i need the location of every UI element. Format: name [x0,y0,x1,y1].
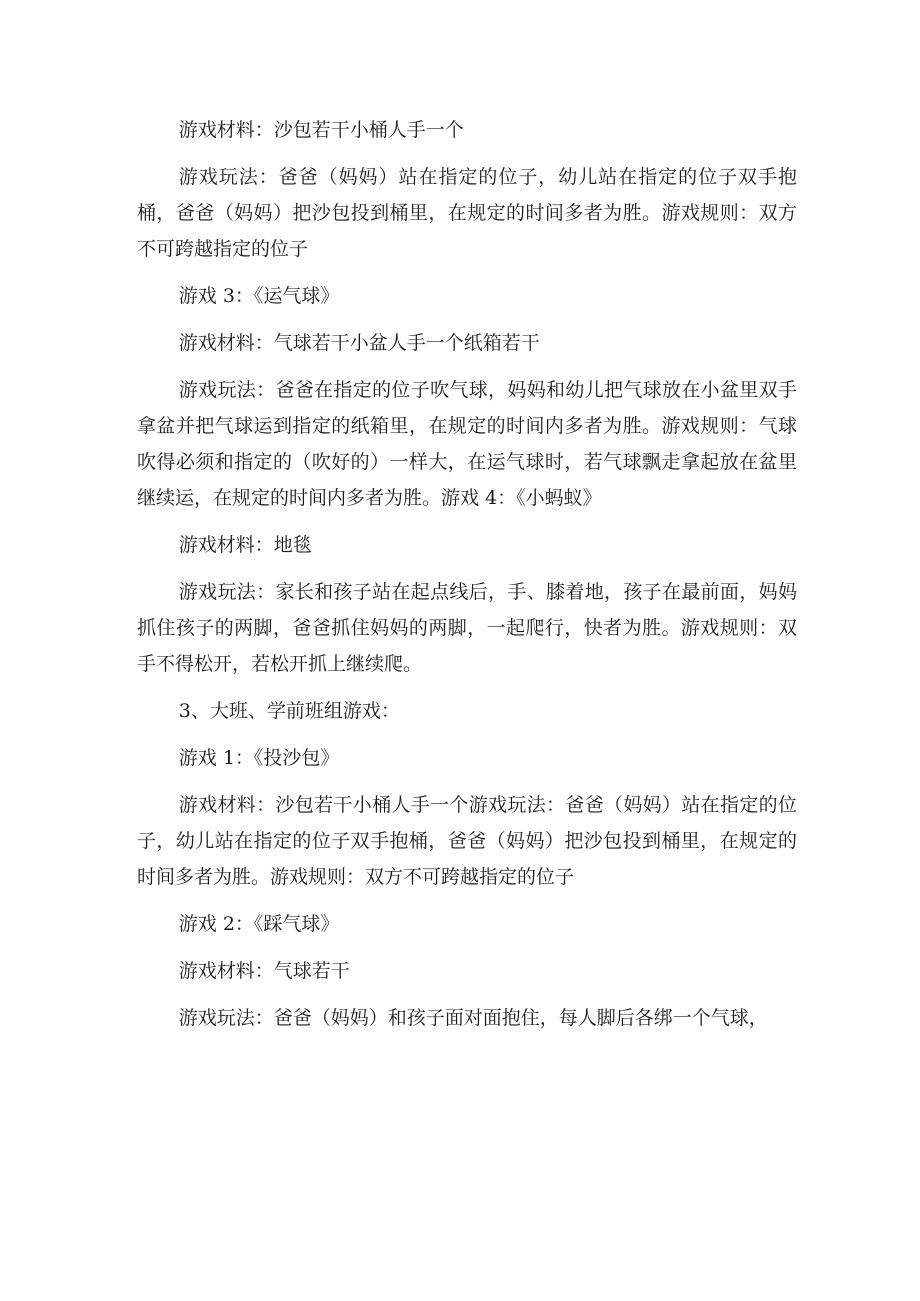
paragraph-rules-ant: 游戏玩法：家长和孩子站在起点线后，手、膝着地，孩子在最前面，妈妈抓住孩子的两脚，爸爸抓住妈妈的两脚，一起爬行，快者为胜。游戏规则：双手不得松开，若松开抓上继续爬。 [137,581,797,675]
document-body [137,112,797,1047]
paragraph-rules-sandbag: 游戏玩法：爸爸（妈妈）站在指定的位子，幼儿站在指定的位子双手抱桶，爸爸（妈妈）把沙包投到桶里，在规定的时间多者为胜。游戏规则：双方不可跨越指定的位子 [137,166,797,260]
heading-game-2: 游戏 2：《踩气球》 [178,913,340,935]
paragraph-rules-balloon: 游戏玩法：爸爸在指定的位子吹气球，妈妈和幼儿把气球放在小盆里双手拿盆并把气球运到指定的纸箱里，在规定的时间内多者为胜。游戏规则：气球吹得必须和指定的（吹好的）一样大，在运气球时，若气球飘走拿起放在盆里继续运，在规定的时间内多者为胜。游戏 4：《小蚂蚁》 [137,379,797,509]
paragraph-materials-rules-sandbag: 游戏材料：沙包若干小桶人手一个游戏玩法：爸爸（妈妈）站在指定的位子，幼儿站在指定的位子双手抱桶，爸爸（妈妈）把沙包投到桶里，在规定的时间多者为胜。游戏规则：双方不可跨越指定的位子 [137,794,797,888]
heading-game-3: 游戏 3：《运气球》 [178,285,340,307]
heading-game-1: 游戏 1：《投沙包》 [178,747,340,769]
paragraph-materials-ant: 游戏材料：地毯 [178,534,312,556]
paragraph-materials-balloon: 游戏材料：气球若干小盆人手一个纸箱若干 [178,332,540,354]
section-heading-senior-class: 3、大班、学前班组游戏： [178,700,400,722]
paragraph-materials-stomp-balloon: 游戏材料：气球若干 [178,960,350,982]
paragraph-rules-stomp-balloon: 游戏玩法：爸爸（妈妈）和孩子面对面抱住，每人脚后各绑一个气球， [178,1007,768,1029]
paragraph-materials-sandbag: 游戏材料：沙包若干小桶人手一个 [178,119,464,141]
